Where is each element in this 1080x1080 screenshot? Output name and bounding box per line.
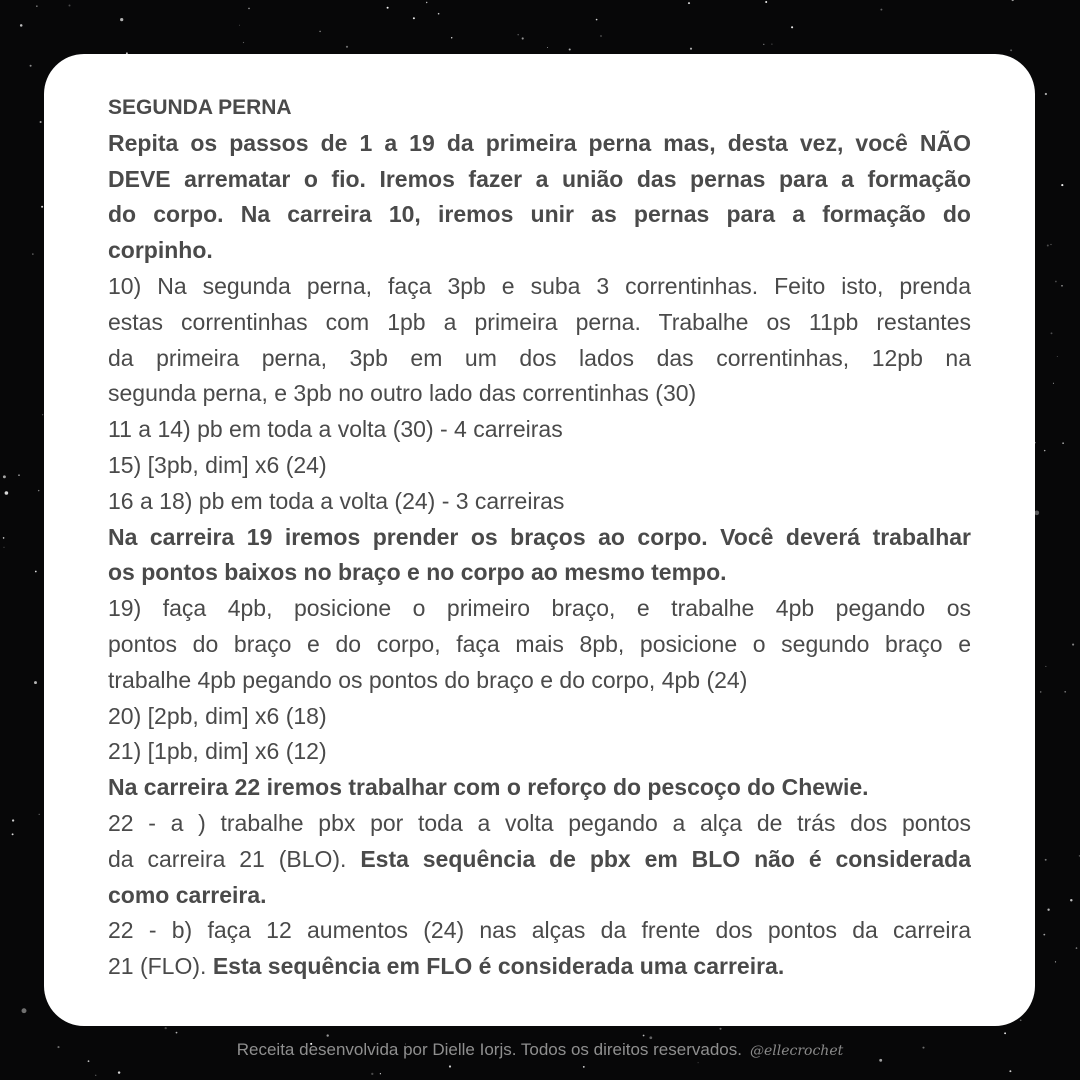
star bbox=[1047, 245, 1049, 247]
star bbox=[1020, 1019, 1022, 1021]
star bbox=[547, 47, 548, 48]
star bbox=[449, 1065, 451, 1067]
round-19-line: pontos do braço e do corpo, faça mais 8pb, posicione o segundo braço e bbox=[108, 630, 971, 657]
round-19-line: 19) faça 4pb, posicione o primeiro braço, e trabalhe 4pb pegando os bbox=[108, 595, 971, 622]
star bbox=[1047, 909, 1049, 911]
star bbox=[176, 1032, 178, 1034]
star bbox=[40, 121, 42, 123]
star bbox=[719, 1028, 721, 1030]
star bbox=[690, 48, 692, 50]
star bbox=[1040, 691, 1042, 693]
round-22a-line: 22 - a ) trabalhe pbx por toda a volta pegando a alça de trás dos pontos bbox=[108, 809, 971, 836]
star bbox=[34, 681, 37, 684]
star bbox=[39, 814, 40, 815]
star bbox=[1012, 0, 1014, 1]
star bbox=[791, 26, 793, 28]
round-22b-bold: Esta sequência em FLO é considerada uma carreira. bbox=[212, 953, 785, 980]
star bbox=[1010, 49, 1012, 51]
star bbox=[1062, 442, 1064, 444]
star bbox=[32, 254, 33, 255]
section-heading: SEGUNDA PERNA bbox=[108, 96, 292, 119]
star bbox=[69, 5, 71, 7]
star bbox=[1072, 644, 1074, 646]
star bbox=[1051, 332, 1053, 334]
star bbox=[3, 547, 4, 548]
star bbox=[41, 206, 43, 208]
neck-note: Na carreira 22 iremos trabalhar com o reforço do pescoço do Chewie. bbox=[108, 774, 869, 801]
star bbox=[38, 490, 39, 491]
star bbox=[118, 1071, 120, 1073]
intro-line: corpinho. bbox=[108, 237, 213, 264]
star bbox=[36, 6, 37, 7]
star bbox=[688, 2, 690, 4]
star bbox=[583, 1066, 585, 1068]
star bbox=[88, 1060, 90, 1062]
star bbox=[522, 37, 524, 39]
star bbox=[1045, 93, 1047, 95]
star bbox=[1009, 1070, 1011, 1072]
round-22a-bold-end: como carreira. bbox=[108, 881, 267, 908]
arms-note-line: os pontos baixos no braço e no corpo ao mesmo tempo. bbox=[108, 559, 727, 586]
star bbox=[20, 24, 23, 27]
round-22b-line: 22 - b) faça 12 aumentos (24) nas alças da frente dos pontos da carreira bbox=[108, 917, 971, 944]
star bbox=[1055, 281, 1057, 283]
star bbox=[30, 65, 32, 67]
star bbox=[12, 819, 14, 821]
star bbox=[327, 1034, 329, 1036]
star bbox=[165, 1027, 167, 1029]
star bbox=[426, 2, 427, 3]
intro-line: DEVE arrematar o fio. Iremos fazer a união das pernas para a formação bbox=[108, 165, 971, 192]
star bbox=[1045, 666, 1046, 667]
star bbox=[248, 8, 250, 10]
star bbox=[18, 474, 20, 476]
star bbox=[569, 48, 571, 50]
star bbox=[643, 1035, 645, 1037]
star bbox=[1070, 899, 1072, 901]
star bbox=[1004, 1032, 1006, 1034]
star bbox=[95, 1075, 96, 1076]
star bbox=[239, 25, 240, 26]
round-10-line: segunda perna, e 3pb no outro lado das correntinhas (30) bbox=[108, 380, 697, 407]
star bbox=[5, 491, 9, 495]
intro-line: do corpo. Na carreira 10, iremos unir as pernas para a formação do bbox=[108, 201, 971, 228]
star bbox=[12, 833, 14, 835]
recipe-card bbox=[44, 54, 1035, 1026]
star bbox=[765, 1, 767, 3]
star bbox=[1050, 244, 1051, 245]
star bbox=[1061, 184, 1063, 186]
star bbox=[596, 19, 598, 21]
star bbox=[371, 1073, 373, 1075]
star bbox=[3, 537, 5, 539]
star bbox=[35, 571, 37, 573]
arms-note-line: Na carreira 19 iremos prender os braços ao corpo. Você deverá trabalhar bbox=[108, 523, 971, 550]
star bbox=[1061, 285, 1063, 287]
star bbox=[3, 475, 6, 478]
star bbox=[22, 1008, 27, 1013]
round-19-line: trabalhe 4pb pegando os pontos do braço e do corpo, 4pb (24) bbox=[108, 666, 748, 693]
star bbox=[649, 1036, 652, 1039]
star bbox=[380, 1073, 381, 1074]
star bbox=[1055, 961, 1056, 962]
star bbox=[319, 31, 321, 33]
star bbox=[1043, 934, 1045, 936]
round-16-18: 16 a 18) pb em toda a volta (24) - 3 carreiras bbox=[108, 487, 565, 514]
star bbox=[1057, 356, 1058, 357]
star bbox=[413, 17, 415, 19]
round-22b-line bbox=[108, 949, 971, 985]
round-10-line: estas correntinhas com 1pb a primeira perna. Trabalhe os 11pb restantes bbox=[108, 308, 971, 335]
round-22a-bold: Esta sequência de pbx em BLO não é considerada bbox=[360, 845, 971, 872]
round-22b-normal: 21 (FLO). bbox=[108, 953, 213, 980]
star bbox=[1076, 947, 1078, 949]
round-21: 21) [1pb, dim] x6 (12) bbox=[108, 738, 327, 765]
star bbox=[1044, 450, 1045, 451]
star bbox=[1064, 691, 1066, 693]
round-10-line: da primeira perna, 3pb em um dos lados das correntinhas, 12pb na bbox=[108, 344, 971, 371]
round-22a-normal: da carreira 21 (BLO). bbox=[108, 845, 361, 872]
signature-logo: @ellecrochet bbox=[749, 1043, 844, 1059]
star bbox=[1034, 510, 1039, 515]
star bbox=[880, 9, 882, 11]
star bbox=[518, 34, 519, 35]
footer-credit bbox=[0, 1040, 1080, 1060]
star bbox=[243, 42, 244, 43]
intro-line: Repita os passos de 1 a 19 da primeira perna mas, desta vez, você NÃO bbox=[108, 129, 971, 156]
star bbox=[600, 35, 601, 36]
star bbox=[451, 37, 452, 38]
round-20: 20) [2pb, dim] x6 (18) bbox=[108, 702, 327, 729]
round-10-line: 10) Na segunda perna, faça 3pb e suba 3 correntinhas. Feito isto, prenda bbox=[108, 272, 971, 299]
round-11-14: 11 a 14) pb em toda a volta (30) - 4 carreiras bbox=[108, 416, 563, 443]
round-22a-line bbox=[108, 842, 971, 878]
star bbox=[438, 13, 440, 15]
star bbox=[763, 44, 764, 45]
star bbox=[346, 46, 348, 48]
star bbox=[698, 1062, 699, 1063]
star bbox=[120, 18, 123, 21]
star bbox=[1045, 859, 1047, 861]
footer-text: Receita desenvolvida por Dielle Iorjs. Todos os direitos reservados. bbox=[236, 1040, 742, 1059]
star bbox=[771, 43, 772, 44]
round-15: 15) [3pb, dim] x6 (24) bbox=[108, 451, 327, 478]
star bbox=[387, 7, 389, 9]
star bbox=[1053, 383, 1054, 384]
